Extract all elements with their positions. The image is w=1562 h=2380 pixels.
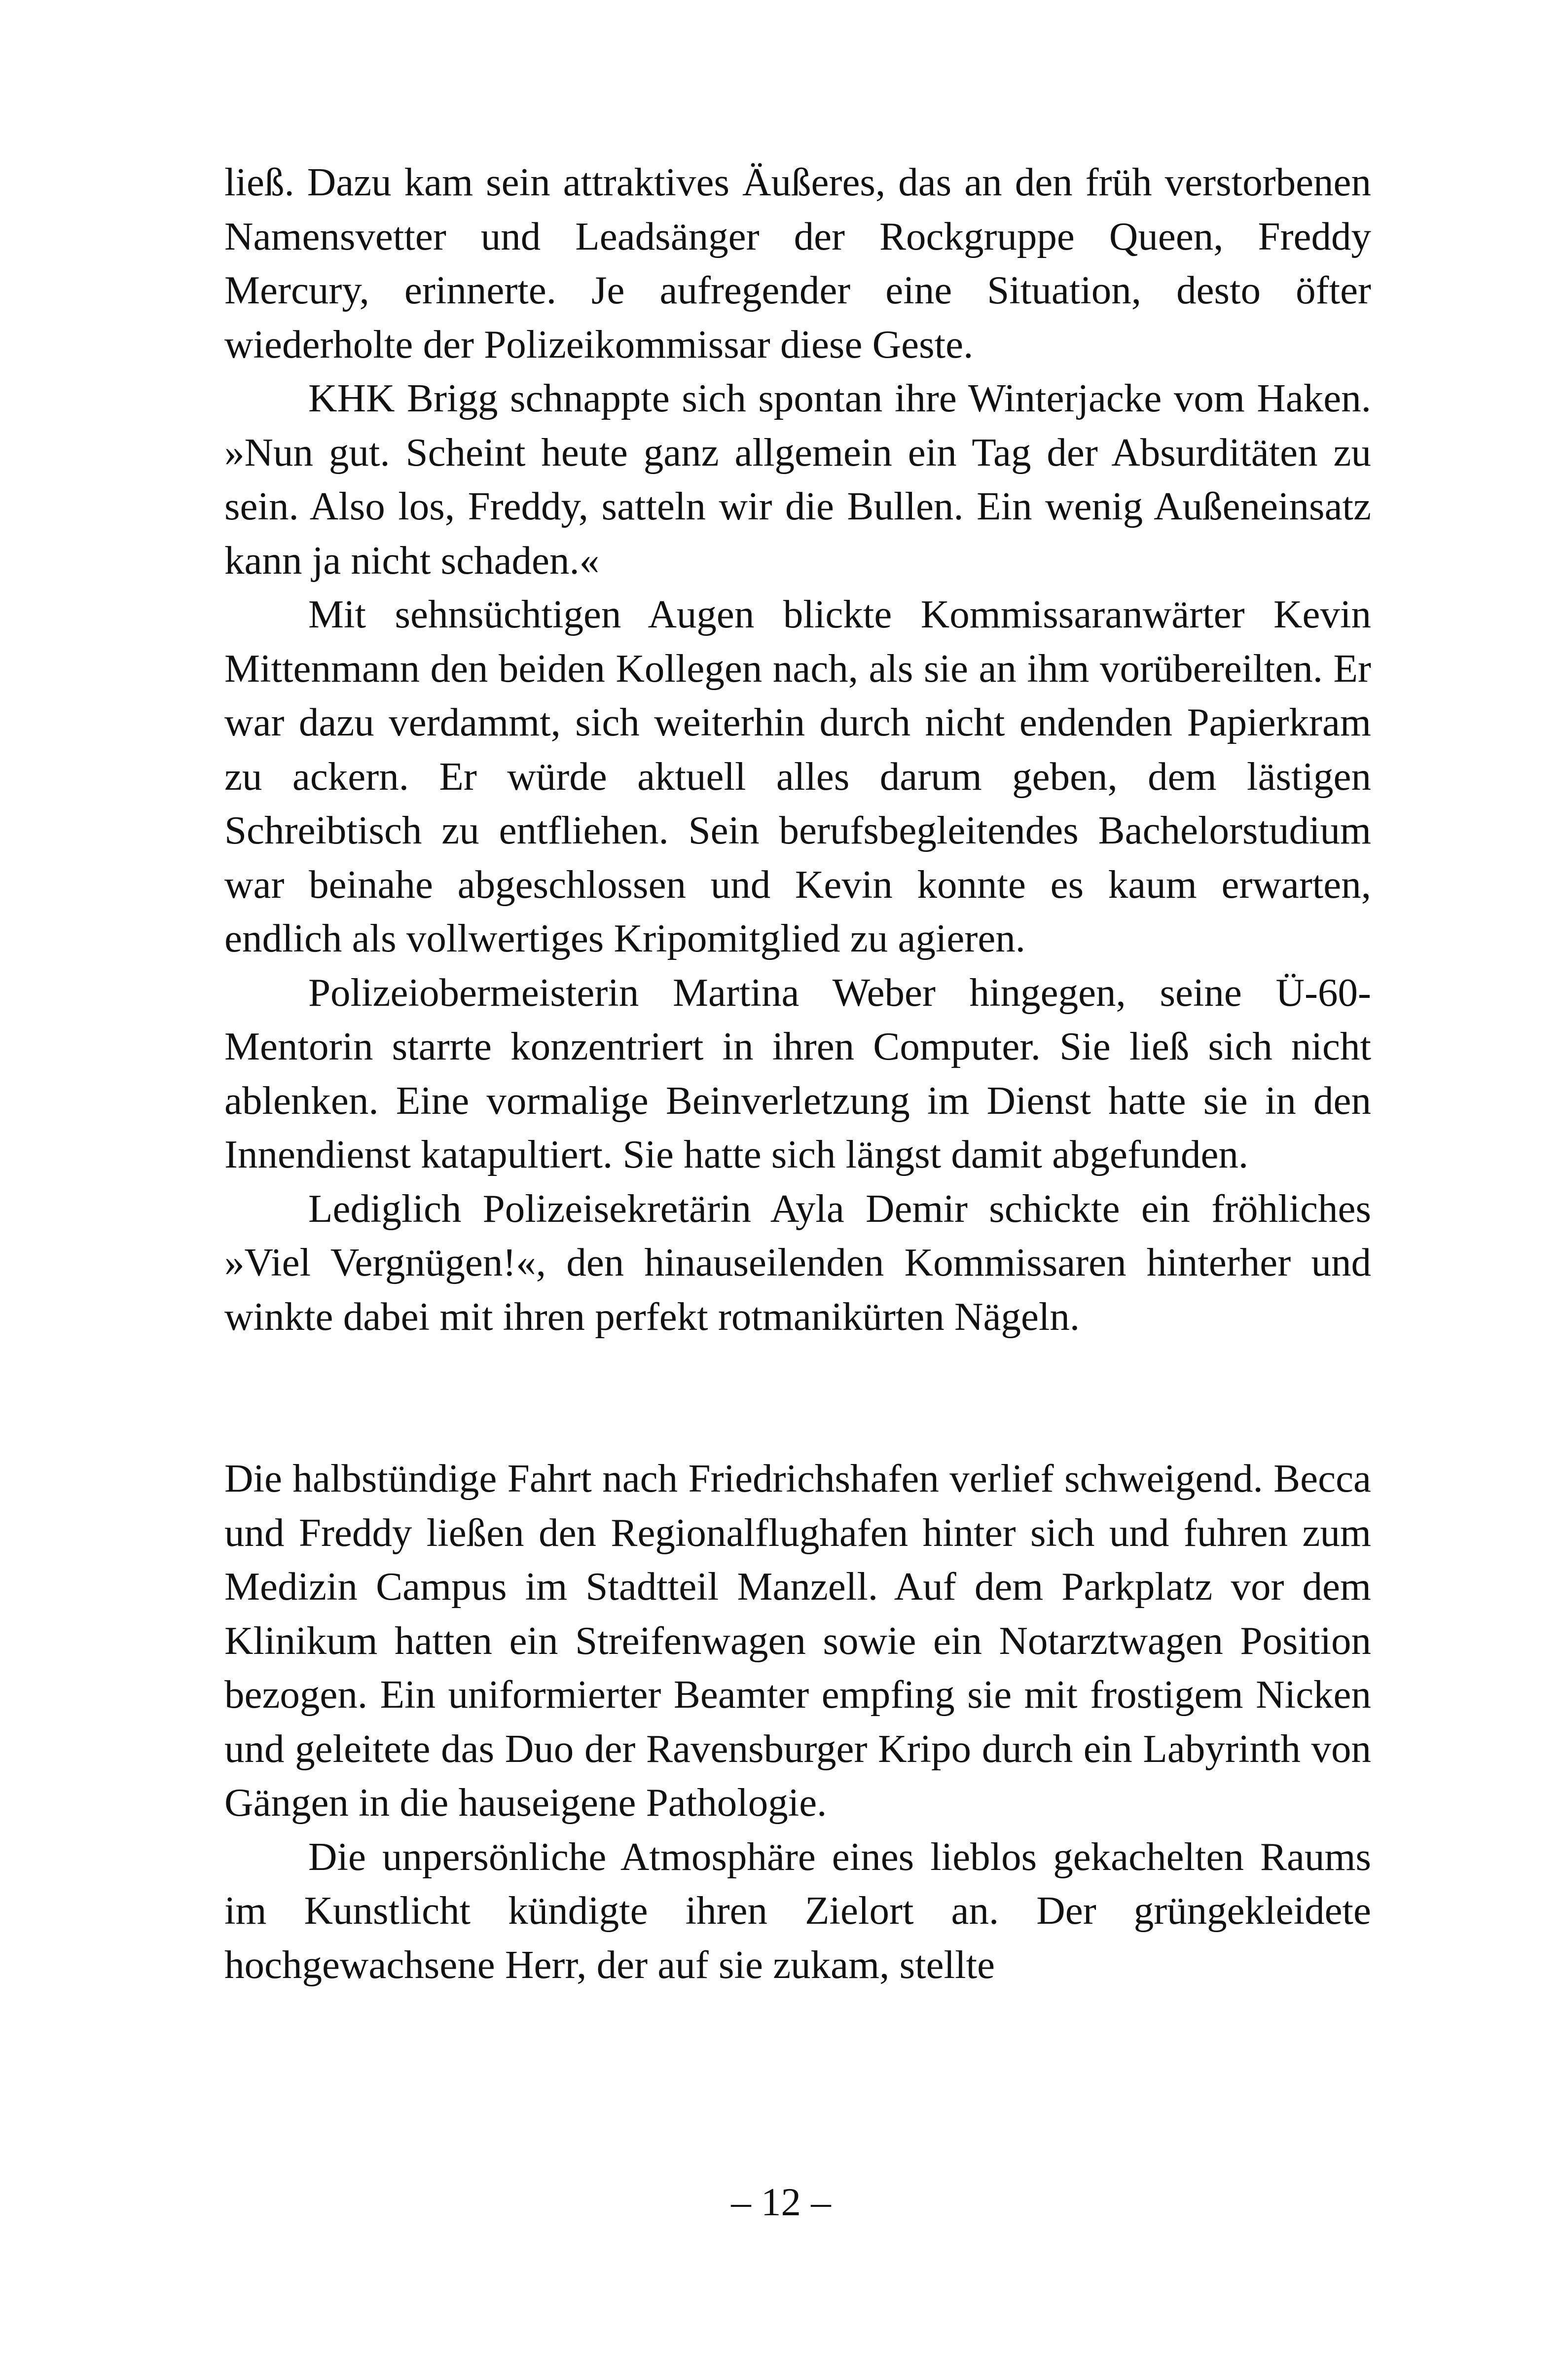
paragraph-kevin-mittenmann: Mit sehnsüchtigen Augen blickte Kommissaranwärter Kevin Mittenmann den beiden Kollegen nach, als sie an ihm vorübereilten. Er war dazu verdammt, sich weiterhin durch nicht endenden Papierkram zu ackern. Er würde aktuell alles darum geben, dem lästigen Schreibtisch zu entfliehen. Sein berufsbegleitendes Bachelorstudium war beinahe abgeschlossen und Kevin konnte es kaum erwarten, endlich als vollwertiges Kripomitglied zu agieren.	[224, 592, 1371, 960]
paragraph-brigg-jacket: KHK Brigg schnappte sich spontan ihre Winterjacke vom Haken. »Nun gut. Scheint heute ganz allgemein ein Tag der Absurditäten zu sein. Also los, Freddy, satteln wir die Bullen. Ein wenig Außeneinsatz kann ja nicht schaden.«	[224, 376, 1371, 583]
page-number: – 12 –	[731, 2180, 831, 2224]
scene-break-spacing	[224, 1344, 1371, 1452]
paragraph-drive-friedrichshafen: Die halbstündige Fahrt nach Friedrichshafen verlief schweigend. Becca und Freddy ließen den Regionalflughafen hinter sich und fuhren zum Medizin Campus im Stadtteil Manzell. Auf dem Parkplatz vor dem Klinikum hatten ein Streifenwagen sowie ein Notarztwagen Position bezogen. Ein uniformierter Beamter empfing sie mit frostigem Nicken und geleitete das Duo der Ravensburger Kripo durch ein Labyrinth von Gängen in die hauseigene Pathologie.	[224, 1456, 1371, 1825]
paragraph-martina-weber: Polizeiobermeisterin Martina Weber hingegen, seine Ü-60-Mentorin starrte konzentriert in ihren Computer. Sie ließ sich nicht ablenken. Eine vormalige Beinverletzung im Dienst hatte sie in den Innendienst katapultiert. Sie hatte sich längst damit abgefunden.	[224, 970, 1371, 1176]
book-page-text	[224, 155, 1371, 1992]
paragraph-continued: ließ. Dazu kam sein attraktives Äußeres, das an den früh verstorbenen Namensvetter und Leadsänger der Rockgruppe Queen, Freddy Mercury, erinnerte. Je aufregender eine Situation, desto öfter wiederholte der Polizeikommissar diese Geste.	[224, 160, 1371, 366]
paragraph-pathology-room: Die unpersönliche Atmosphäre eines lieblos gekachelten Raums im Kunstlicht kündigte ihren Zielort an. Der grüngekleidete hochgewachsene Herr, der auf sie zukam, stellte	[224, 1834, 1371, 1987]
paragraph-ayla-demir: Lediglich Polizeisekretärin Ayla Demir schickte ein fröhliches »Viel Vergnügen!«, den hinauseilenden Kommissaren hinterher und winkte dabei mit ihren perfekt rotmanikürten Nägeln.	[224, 1186, 1371, 1339]
